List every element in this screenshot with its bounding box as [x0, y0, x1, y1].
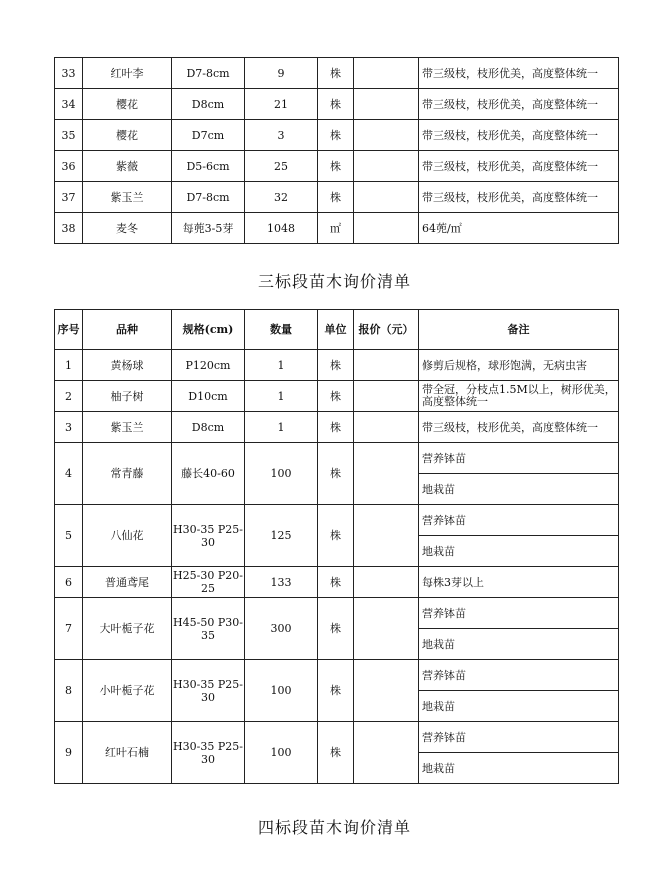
cell-unit: 株: [318, 120, 354, 151]
cell-price: [354, 58, 419, 89]
table-row: [55, 722, 619, 753]
cell-note: 带全冠，分枝点1.5M以上，树形优美，高度整体统一: [419, 381, 619, 412]
cell-name: 八仙花: [83, 505, 172, 567]
cell-qty: 25: [245, 151, 318, 182]
cell-spec: D7cm: [172, 120, 245, 151]
table-row: [55, 660, 619, 691]
cell-price: [354, 381, 419, 412]
cell-note-potted: 营养钵苗: [419, 722, 619, 753]
cell-no: 33: [55, 58, 83, 89]
cell-spec: H45-50 P30-35: [172, 598, 245, 660]
cell-qty: 1: [245, 381, 318, 412]
cell-spec: P120cm: [172, 350, 245, 381]
header-unit: 单位: [318, 310, 354, 350]
cell-price: [354, 213, 419, 244]
table-row: [55, 567, 619, 598]
cell-qty: 32: [245, 182, 318, 213]
cell-unit: 株: [318, 660, 354, 722]
cell-name: 紫薇: [83, 151, 172, 182]
table-row: [55, 89, 619, 120]
cell-unit: 株: [318, 182, 354, 213]
cell-unit: ㎡: [318, 213, 354, 244]
cell-no: 36: [55, 151, 83, 182]
cell-price: [354, 120, 419, 151]
cell-name: 樱花: [83, 89, 172, 120]
cell-unit: 株: [318, 58, 354, 89]
cell-no: 1: [55, 350, 83, 381]
table-row: [55, 350, 619, 381]
cell-no: 3: [55, 412, 83, 443]
table-header-row: [55, 310, 619, 350]
cell-name: 常青藤: [83, 443, 172, 505]
cell-no: 35: [55, 120, 83, 151]
cell-qty: 125: [245, 505, 318, 567]
cell-price: [354, 89, 419, 120]
header-spec: 规格(cm): [172, 310, 245, 350]
table-row: [55, 213, 619, 244]
cell-no: 37: [55, 182, 83, 213]
cell-no: 7: [55, 598, 83, 660]
cell-note: 每株3芽以上: [419, 567, 619, 598]
header-qty: 数量: [245, 310, 318, 350]
cell-note: 修剪后规格，球形饱满，无病虫害: [419, 350, 619, 381]
header-note: 备注: [419, 310, 619, 350]
cell-no: 2: [55, 381, 83, 412]
cell-qty: 1048: [245, 213, 318, 244]
cell-no: 4: [55, 443, 83, 505]
cell-name: 普通鸢尾: [83, 567, 172, 598]
cell-note-ground: 地栽苗: [419, 691, 619, 722]
cell-unit: 株: [318, 381, 354, 412]
cell-unit: 株: [318, 505, 354, 567]
section-3-title: 三标段苗木询价清单: [257, 272, 411, 291]
header-price: 报价（元）: [354, 310, 419, 350]
cell-name: 红叶李: [83, 58, 172, 89]
cell-note: 带三级枝，枝形优美，高度整体统一: [419, 120, 619, 151]
cell-spec: D7-8cm: [172, 182, 245, 213]
cell-spec: 藤长40-60: [172, 443, 245, 505]
cell-price: [354, 660, 419, 722]
cell-note: 带三级枝，枝形优美，高度整体统一: [419, 151, 619, 182]
section-3-seedling-table: [54, 309, 619, 784]
table-row: [55, 58, 619, 89]
table-row: [55, 120, 619, 151]
header-no: 序号: [55, 310, 83, 350]
cell-no: 38: [55, 213, 83, 244]
cell-unit: 株: [318, 598, 354, 660]
cell-note: 带三级枝，枝形优美，高度整体统一: [419, 58, 619, 89]
cell-spec: H25-30 P20-25: [172, 567, 245, 598]
table-row: [55, 598, 619, 629]
section-4-title: 四标段苗木询价清单: [257, 818, 411, 837]
cell-name: 红叶石楠: [83, 722, 172, 784]
cell-name: 柚子树: [83, 381, 172, 412]
cell-spec: H30-35 P25-30: [172, 505, 245, 567]
cell-qty: 1: [245, 350, 318, 381]
cell-qty: 3: [245, 120, 318, 151]
cell-spec: D7-8cm: [172, 58, 245, 89]
cell-qty: 100: [245, 660, 318, 722]
cell-note-potted: 营养钵苗: [419, 443, 619, 474]
cell-name: 樱花: [83, 120, 172, 151]
cell-note: 带三级枝，枝形优美，高度整体统一: [419, 412, 619, 443]
cell-name: 小叶栀子花: [83, 660, 172, 722]
cell-qty: 133: [245, 567, 318, 598]
cell-qty: 300: [245, 598, 318, 660]
cell-unit: 株: [318, 722, 354, 784]
cell-note: 64蔸/㎡: [419, 213, 619, 244]
cell-spec: H30-35 P25-30: [172, 660, 245, 722]
cell-note-ground: 地栽苗: [419, 536, 619, 567]
cell-qty: 100: [245, 443, 318, 505]
cell-no: 34: [55, 89, 83, 120]
cell-spec: D8cm: [172, 89, 245, 120]
table-row: [55, 182, 619, 213]
cell-note: 带三级枝，枝形优美，高度整体统一: [419, 89, 619, 120]
cell-price: [354, 412, 419, 443]
header-name: 品种: [83, 310, 172, 350]
cell-note-ground: 地栽苗: [419, 753, 619, 784]
cell-spec: D10cm: [172, 381, 245, 412]
cell-price: [354, 443, 419, 505]
cell-spec: D5-6cm: [172, 151, 245, 182]
seedling-table-part2: [54, 57, 619, 244]
cell-note: 带三级枝，枝形优美，高度整体统一: [419, 182, 619, 213]
cell-no: 5: [55, 505, 83, 567]
cell-note-potted: 营养钵苗: [419, 660, 619, 691]
cell-no: 9: [55, 722, 83, 784]
cell-name: 黄杨球: [83, 350, 172, 381]
cell-price: [354, 598, 419, 660]
cell-unit: 株: [318, 151, 354, 182]
cell-name: 紫玉兰: [83, 412, 172, 443]
cell-name: 麦冬: [83, 213, 172, 244]
cell-price: [354, 505, 419, 567]
cell-note-ground: 地栽苗: [419, 474, 619, 505]
cell-spec: H30-35 P25-30: [172, 722, 245, 784]
cell-price: [354, 567, 419, 598]
cell-qty: 1: [245, 412, 318, 443]
cell-unit: 株: [318, 412, 354, 443]
table-row: [55, 412, 619, 443]
cell-price: [354, 151, 419, 182]
cell-spec: D8cm: [172, 412, 245, 443]
cell-unit: 株: [318, 443, 354, 505]
table-row: [55, 381, 619, 412]
cell-no: 8: [55, 660, 83, 722]
cell-qty: 9: [245, 58, 318, 89]
cell-qty: 100: [245, 722, 318, 784]
cell-note-potted: 营养钵苗: [419, 598, 619, 629]
cell-note-potted: 营养钵苗: [419, 505, 619, 536]
cell-price: [354, 182, 419, 213]
cell-qty: 21: [245, 89, 318, 120]
cell-price: [354, 350, 419, 381]
cell-note-ground: 地栽苗: [419, 629, 619, 660]
cell-spec: 每蔸3-5芽: [172, 213, 245, 244]
table-row: [55, 443, 619, 474]
cell-unit: 株: [318, 350, 354, 381]
cell-no: 6: [55, 567, 83, 598]
cell-name: 大叶栀子花: [83, 598, 172, 660]
table-row: [55, 151, 619, 182]
cell-name: 紫玉兰: [83, 182, 172, 213]
table-row: [55, 505, 619, 536]
cell-price: [354, 722, 419, 784]
cell-unit: 株: [318, 567, 354, 598]
cell-unit: 株: [318, 89, 354, 120]
